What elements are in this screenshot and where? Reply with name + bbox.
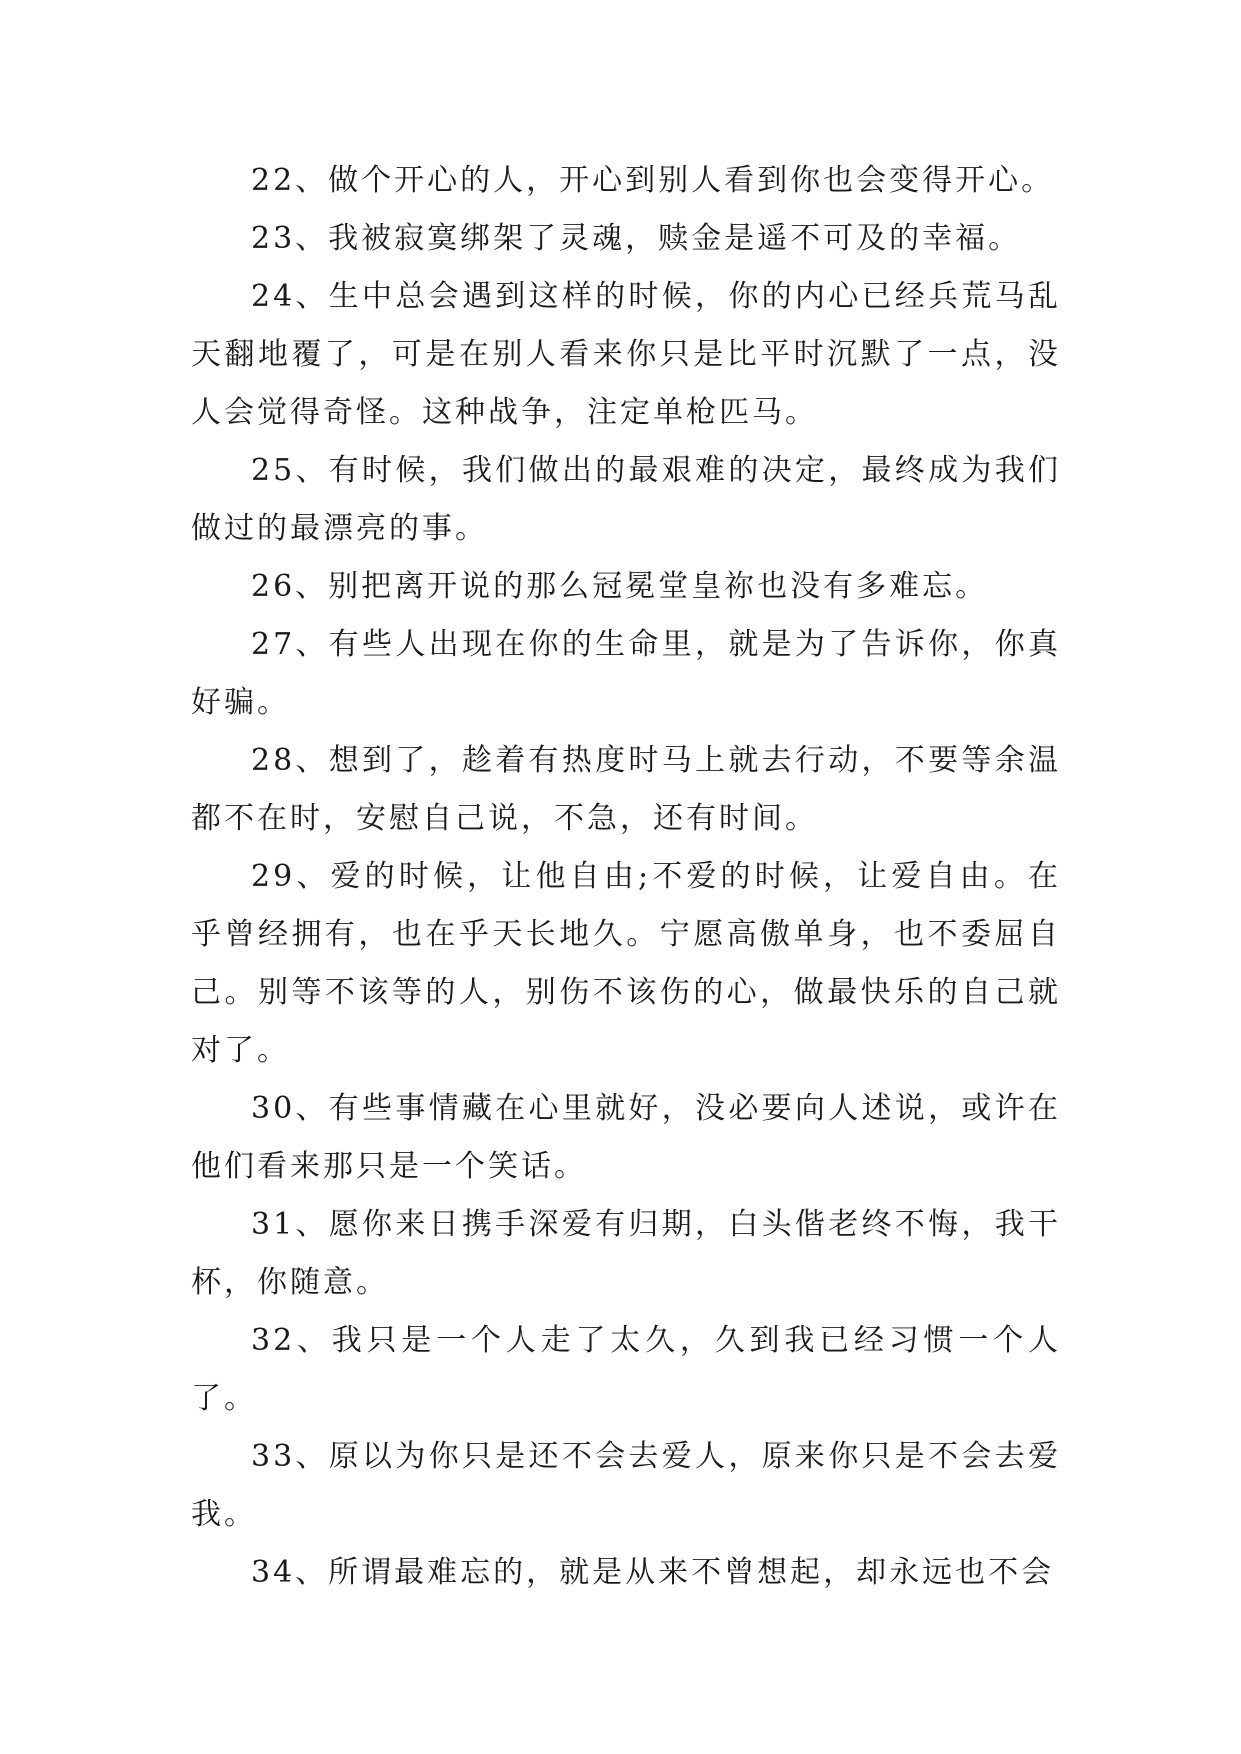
paragraph-28: 28、想到了，趁着有热度时马上就去行动，不要等余温都不在时，安慰自己说，不急，还有时间。 bbox=[191, 743, 1061, 836]
paragraph-27: 27、有些人出现在你的生命里，就是为了告诉你，你真好骗。 bbox=[191, 627, 1061, 720]
paragraph-34: 34、所谓最难忘的，就是从来不曾想起，却永远也不会 bbox=[251, 1555, 1055, 1590]
paragraph-30: 30、有些事情藏在心里就好，没必要向人述说，或许在他们看来那只是一个笑话。 bbox=[191, 1091, 1061, 1184]
paragraph-32: 32、我只是一个人走了太久，久到我已经习惯一个人了。 bbox=[191, 1323, 1061, 1416]
paragraph-24: 24、生中总会遇到这样的时候，你的内心已经兵荒马乱天翻地覆了，可是在别人看来你只是比平时沉默了一点，没人会觉得奇怪。这种战争，注定单枪匹马。 bbox=[191, 279, 1061, 430]
paragraph-31: 31、愿你来日携手深爱有归期，白头偕老终不悔，我干杯，你随意。 bbox=[191, 1207, 1061, 1300]
paragraph-22: 22、做个开心的人，开心到别人看到你也会变得开心。 bbox=[251, 163, 1055, 198]
paragraph-23: 23、我被寂寞绑架了灵魂，赎金是遥不可及的幸福。 bbox=[251, 221, 1022, 256]
paragraph-25: 25、有时候，我们做出的最艰难的决定，最终成为我们做过的最漂亮的事。 bbox=[191, 453, 1061, 546]
paragraph-26: 26、别把离开说的那么冠冕堂皇祢也没有多难忘。 bbox=[251, 569, 989, 604]
paragraph-29: 29、爱的时候，让他自由;不爱的时候，让爱自由。在乎曾经拥有，也在乎天长地久。宁愿高傲单身，也不委屈自己。别等不该等的人，别伤不该伤的心，做最快乐的自己就对了。 bbox=[191, 859, 1061, 1068]
paragraph-33: 33、原以为你只是还不会去爱人，原来你只是不会去爱我。 bbox=[191, 1439, 1061, 1532]
document-body bbox=[191, 152, 1061, 1602]
